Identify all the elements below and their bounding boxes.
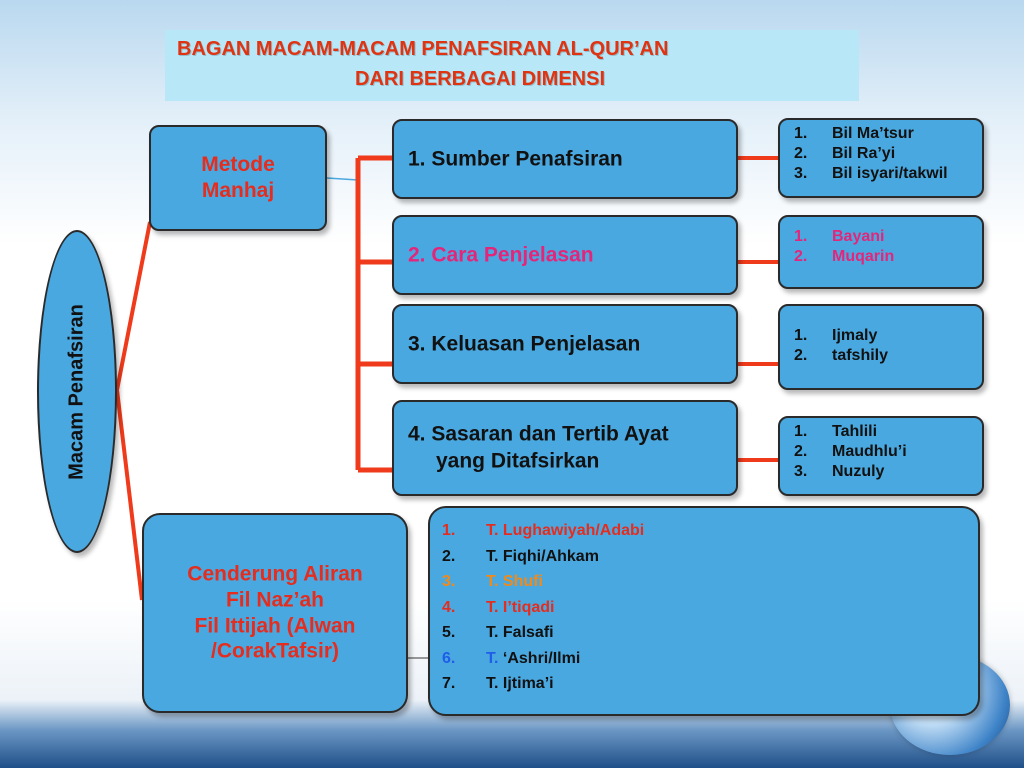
cenderung-line-4: /CorakTafsir) [211,639,339,663]
category-sasaran-tertib-ayat [392,400,738,496]
metode-line-2: Manhaj [201,179,275,202]
list-item: 2. Bil Ra’yi [794,145,896,162]
corak-tafsir-list [442,518,644,697]
list-item: 1. Tahlili [794,423,878,440]
category-3-label: 3. Keluasan Penjelasan [408,332,641,356]
list-item: 1. T. Lughawiyah/Adabi [442,522,645,539]
category-4-line-1: 4. Sasaran dan Tertib Ayat [408,422,669,446]
category-2-label: 2. Cara Penjelasan [408,243,594,267]
sublist-keluasan [778,304,984,390]
list-item: 2. Muqarin [794,248,895,265]
list-item: 4. T. I’tiqadi [442,598,555,616]
title-line-2: DARI BERBAGAI DIMENSI [355,68,606,90]
connector-root-metode [117,222,150,390]
category-cara-penjelasan [392,215,738,295]
category-4-line-2: yang Ditafsirkan [436,450,600,473]
metode-line-1: Metode [201,152,275,176]
corak-tafsir-list-box [428,506,980,716]
cenderung-line-2: Fil Naz’ah [225,588,325,612]
sublist-sasaran [778,416,984,496]
list-item: 3. Nuzuly [794,463,885,480]
sublist-cara [778,215,984,289]
sublist-sumber-items [794,124,948,184]
sublist-cara-items [794,227,894,267]
list-item: 3. Bil isyari/takwil [794,165,948,182]
root-node-label: Macam Penafsiran [65,303,88,480]
category-1-label: 1. Sumber Penafsiran [408,147,623,171]
category-keluasan-penjelasan [392,304,738,384]
node-cenderung-text [144,561,406,664]
cenderung-line-1: Cenderung Aliran [187,562,363,586]
list-item: 1. Bayani [794,228,885,245]
root-node-macam-penafsiran [37,230,117,553]
connector-metode-bracket [327,178,358,180]
title-line-1: BAGAN MACAM-MACAM PENAFSIRAN AL-QUR’AN [177,38,669,60]
list-item: 6. T. ‘Ashri/Ilmi [442,649,581,667]
list-item: 1. Bil Ma’tsur [794,125,914,142]
list-item: 2. Maudhlu’i [794,443,907,460]
sublist-sumber [778,118,984,198]
list-item: 1. Ijmaly [794,327,878,344]
list-item: 7. T. Ijtima’i [442,675,554,692]
sublist-keluasan-items [794,326,888,366]
list-item: 5. T. Falsafi [442,624,554,641]
node-metode-text [151,152,325,205]
cenderung-line-3: Fil Ittijah (Alwan [194,614,356,637]
title-banner [165,30,859,101]
list-item: 2. T. Fiqhi/Ahkam [442,547,599,565]
category-sumber-penafsiran [392,119,738,199]
list-item: 2. tafshily [794,347,889,364]
list-item: 3. T. Shufi [442,573,543,590]
node-cenderung-aliran [142,513,408,713]
connector-root-cenderung [117,390,142,600]
sublist-sasaran-items [794,422,907,482]
node-metode-manhaj [149,125,327,231]
category-4-label [408,421,728,476]
